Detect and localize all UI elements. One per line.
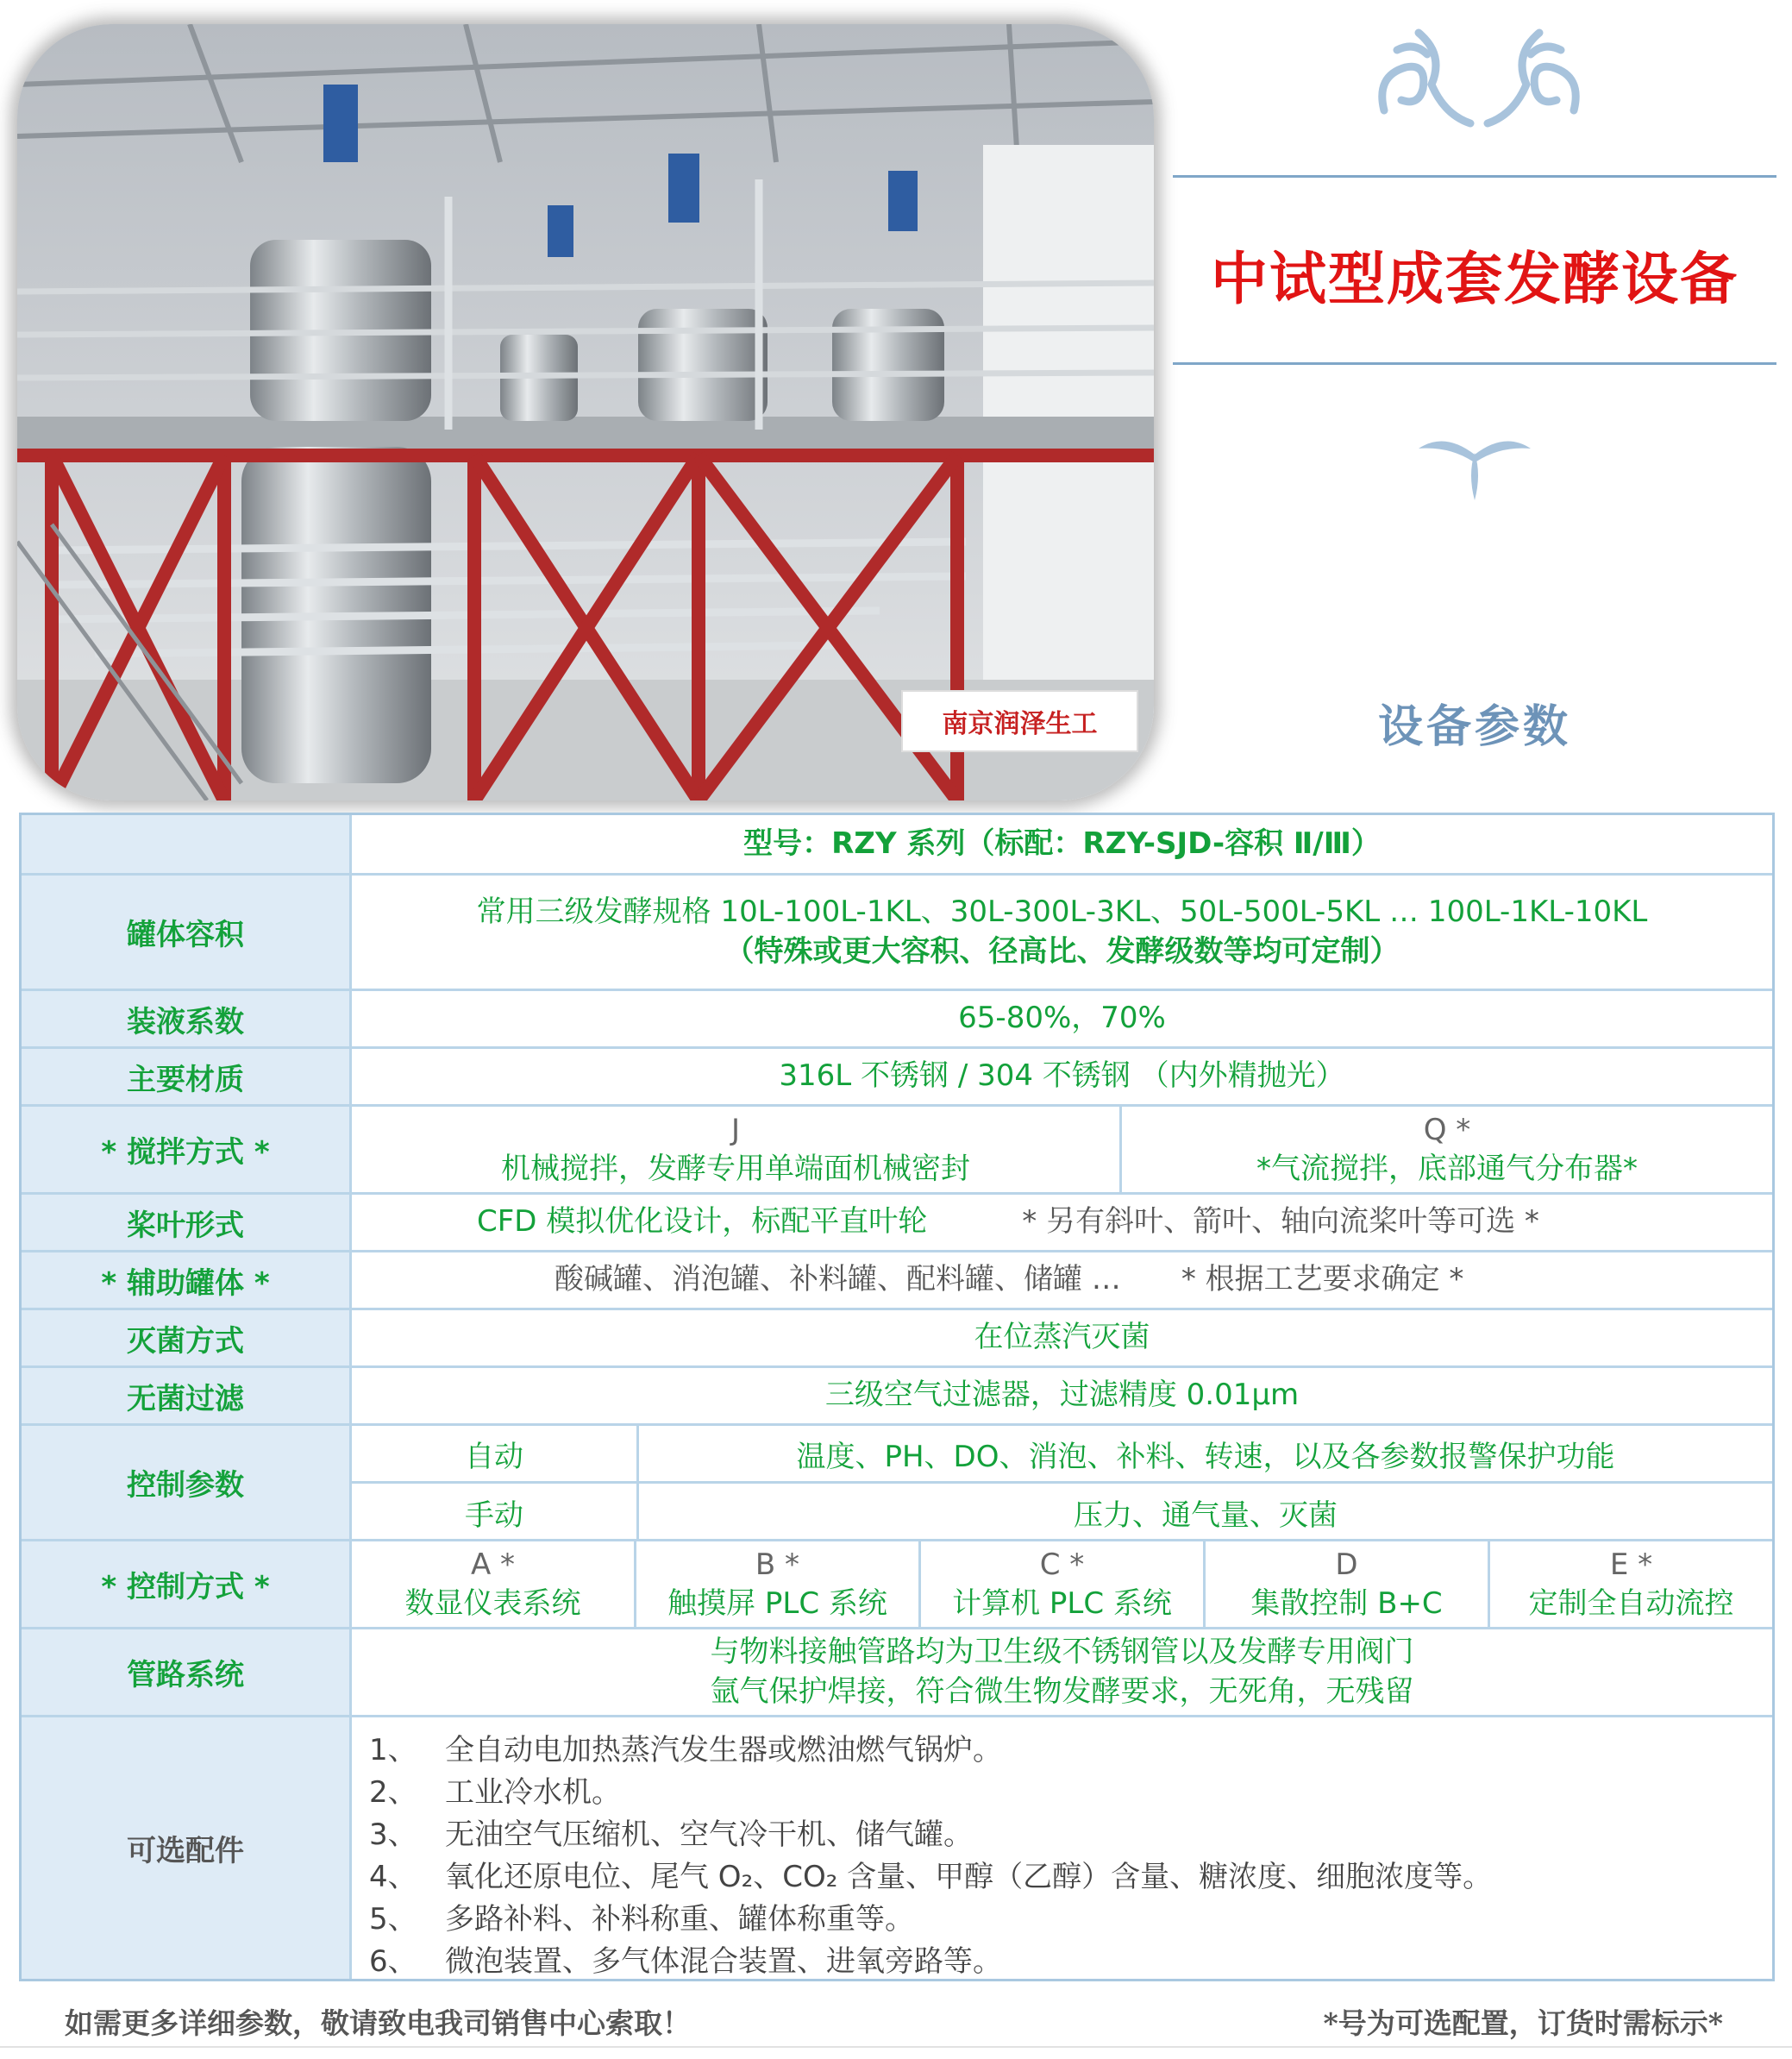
control-auto-value: 温度、PH、DO、消泡、补料、转速，以及各参数报警保护功能 [636, 1426, 1772, 1481]
control-manual-row [349, 1484, 1772, 1541]
mode-text: 触摸屏 PLC 系统 [667, 1585, 887, 1621]
table-row-aux-tanks [22, 1252, 1772, 1310]
row-label: 主要材质 [22, 1049, 349, 1104]
volume-line-2: （特殊或更大容积、径高比、发酵级数等均可定制） [724, 933, 1400, 969]
list-item [369, 1726, 1772, 1768]
row-label: 控制参数 [22, 1426, 349, 1539]
control-mode-e [1488, 1541, 1772, 1627]
row-label: * 控制方式 * [22, 1541, 349, 1627]
row-label: * 辅助罐体 * [22, 1252, 349, 1308]
item-number: 5、 [369, 1902, 417, 1937]
stirring-text-j: 机械搅拌，发酵专用单端面机械密封 [501, 1151, 970, 1186]
mode-letter: D [1335, 1547, 1358, 1583]
material-value: 316L 不锈钢 / 304 不锈钢 （内外精抛光） [349, 1049, 1772, 1104]
control-mode-a [349, 1541, 634, 1627]
stirring-code-j: J [730, 1113, 741, 1148]
control-manual-key: 手动 [465, 1498, 523, 1533]
sterilize-value: 在位蒸汽灭菌 [349, 1310, 1772, 1365]
list-item [369, 1768, 1772, 1811]
row-label: * 搅拌方式 * [22, 1107, 349, 1192]
row-label: 灭菌方式 [22, 1310, 349, 1365]
row-label: 桨叶形式 [22, 1195, 349, 1250]
row-label: 罐体容积 [22, 876, 349, 989]
control-mode-c [918, 1541, 1203, 1627]
fill-value: 65-80%，70% [349, 991, 1772, 1046]
impeller-standard: CFD 模拟优化设计，标配平直叶轮 [477, 1204, 928, 1240]
list-item [369, 1853, 1772, 1895]
aux-tank-list: 酸碱罐、消泡罐、补料罐、配料罐、储罐 … [555, 1262, 1121, 1297]
item-number: 4、 [369, 1860, 417, 1894]
item-text: 氧化还原电位、尾气 O₂、CO₂ 含量、甲醇（乙醇）含量、糖浓度、细胞浓度等。 [445, 1860, 1493, 1894]
footer-divider [0, 2046, 1792, 2048]
item-text: 全自动电加热蒸汽发生器或燃油燃气锅炉。 [445, 1733, 1002, 1767]
company-watermark: 南京润泽生工 [901, 690, 1138, 752]
table-row-impeller [22, 1195, 1772, 1252]
mode-text: 定制全自动流控 [1528, 1585, 1734, 1621]
stirring-option-q [1119, 1107, 1772, 1192]
item-text: 工业冷水机。 [445, 1775, 621, 1810]
row-label: 装液系数 [22, 991, 349, 1046]
table-row-sterilization [22, 1310, 1772, 1368]
list-item [369, 1811, 1772, 1853]
model-value: 型号：RZY 系列（标配：RZY-SJD-容积 Ⅱ/Ⅲ） [349, 815, 1772, 873]
control-mode-d [1203, 1541, 1488, 1627]
item-number: 2、 [369, 1775, 417, 1810]
volume-line-1: 常用三级发酵规格 10L-100L-1KL、30L-300L-3KL、50L-500L-5KL … 100L-1KL-10KL [476, 894, 1648, 929]
row-label: 管路系统 [22, 1629, 349, 1715]
table-row-piping [22, 1629, 1772, 1717]
control-auto-key: 自动 [465, 1439, 523, 1474]
aux-cell [349, 1252, 1772, 1308]
mode-letter: E * [1609, 1547, 1653, 1583]
list-item [369, 1937, 1772, 1980]
table-row-filter [22, 1368, 1772, 1426]
table-row-fill [22, 991, 1772, 1049]
list-item [369, 1895, 1772, 1937]
item-number: 6、 [369, 1944, 417, 1979]
item-number: 3、 [369, 1817, 417, 1852]
control-auto-row [349, 1426, 1772, 1484]
mode-text: 集散控制 B+C [1250, 1585, 1443, 1621]
mode-text: 计算机 PLC 系统 [952, 1585, 1172, 1621]
piping-line-2: 氩气保护焊接，符合微生物发酵要求，无死角，无残留 [710, 1673, 1414, 1709]
page-title: 中试型成套发酵设备 [1211, 246, 1739, 312]
section-title: 设备参数 [1377, 700, 1571, 753]
volume-cell [349, 876, 1772, 989]
table-row-control-params [22, 1426, 1772, 1541]
stirring-code-q: Q * [1423, 1113, 1471, 1148]
impeller-cell [349, 1195, 1772, 1250]
divider-top [1173, 175, 1776, 178]
stirring-option-j [349, 1107, 1119, 1192]
control-mode-b [634, 1541, 918, 1627]
parameter-table [19, 813, 1775, 1981]
mode-letter: A * [470, 1547, 516, 1583]
fermentation-plant-illustration [17, 24, 1154, 800]
table-row-material [22, 1049, 1772, 1107]
table-row-stirring [22, 1107, 1772, 1195]
divider-bottom [1173, 362, 1776, 365]
row-label: 可选配件 [22, 1717, 349, 1979]
stirring-text-q: *气流搅拌，底部通气分布器* [1256, 1151, 1638, 1186]
options-list [349, 1717, 1772, 1979]
piping-cell [349, 1629, 1772, 1715]
mode-letter: B * [755, 1547, 800, 1583]
mode-letter: C * [1039, 1547, 1085, 1583]
table-row-options [22, 1717, 1772, 1979]
item-text: 无油空气压缩机、空气冷干机、储气罐。 [445, 1817, 973, 1852]
footer-contact-note: 如需更多详细参数，敬请致电我司销售中心索取！ [65, 2006, 691, 2040]
item-number: 1、 [369, 1733, 417, 1767]
piping-line-1: 与物料接触管路均为卫生级不锈钢管以及发酵专用阀门 [710, 1634, 1414, 1669]
aux-note: * 根据工艺要求确定 * [1181, 1262, 1464, 1297]
table-row-control-mode [22, 1541, 1772, 1629]
control-manual-value: 压力、通气量、灭菌 [636, 1484, 1772, 1541]
item-text: 微泡装置、多气体混合装置、进氧旁路等。 [445, 1944, 1002, 1979]
model-label-blank [22, 815, 349, 873]
filter-value: 三级空气过滤器，过滤精度 0.01μm [349, 1368, 1772, 1423]
table-row-model [22, 815, 1772, 876]
floral-ornament-icon [1367, 16, 1591, 136]
mode-text: 数显仪表系统 [404, 1585, 581, 1621]
item-text: 多路补料、补料称重、罐体称重等。 [445, 1902, 914, 1937]
footer-option-note: *号为可选配置，订货时需标示* [1323, 2006, 1723, 2040]
table-row-volume [22, 876, 1772, 991]
leaf-ornament-icon [1414, 427, 1535, 505]
impeller-optional: * 另有斜叶、箭叶、轴向流桨叶等可选 * [1022, 1204, 1539, 1240]
row-label: 无菌过滤 [22, 1368, 349, 1423]
equipment-photo [17, 24, 1154, 800]
